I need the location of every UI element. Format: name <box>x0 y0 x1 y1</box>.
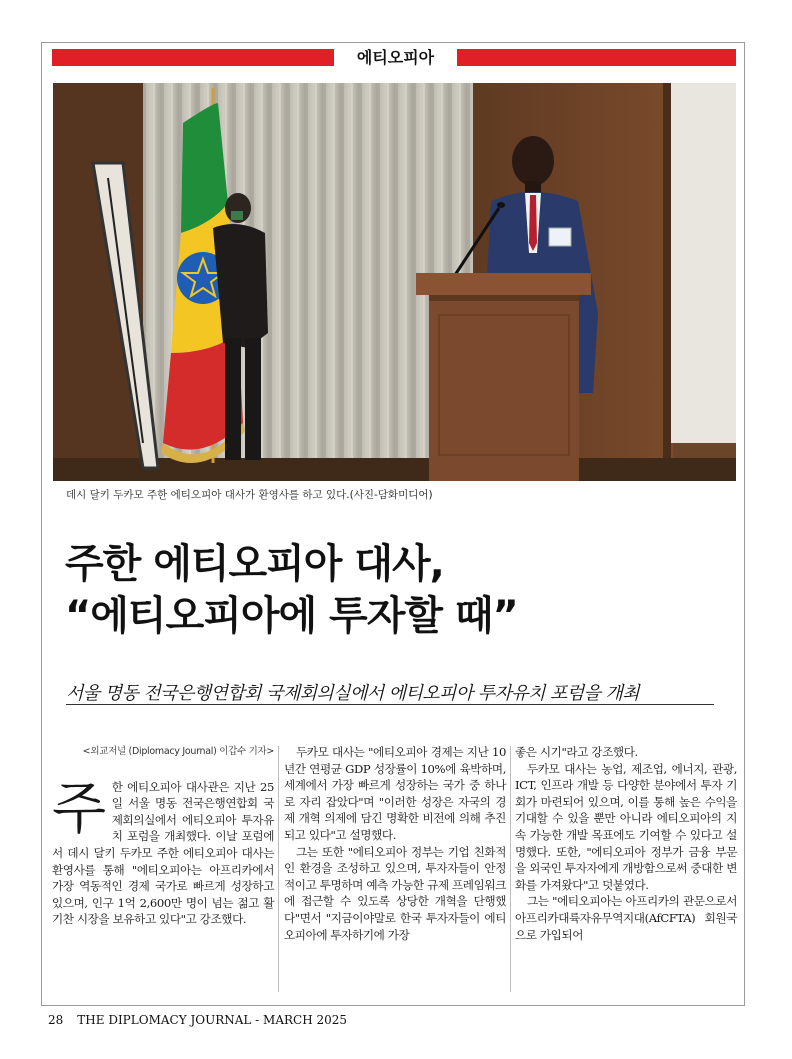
paragraph: 좋은 시기"라고 강조했다. <box>515 745 638 759</box>
page-footer <box>48 1013 361 1027</box>
paragraph: 그는 또한 "에티오피아 정부는 기업 친화적인 환경을 조성하고 있으며, 투자자들이 안정적이고 투명하며 예측 가능한 규제 프레임워크에 접근할 수 있도록 상당한 개혁을 단행했다"면서 "지금이야말로 한국 투자자들이 에티오피아에 투자하기에 가장 <box>284 844 506 942</box>
publication-name: THE DIPLOMACY JOURNAL - MARCH 2025 <box>77 1013 348 1027</box>
byline: <외교저널 (Diplomacy Journal) 이갑수 기자> <box>82 746 274 757</box>
photo-illustration <box>53 83 736 481</box>
article-headline <box>65 538 735 642</box>
paragraph: 두카모 대사는 농업, 제조업, 에너지, 관광, ICT, 인프라 개발 등 다양한 분야에서 투자 기회가 마련되어 있으며, 이를 통해 높은 수익을 기대할 수 있을 뿐만 아니라 에티오피아의 지속 가능한 개발 목표에도 기여할 수 있다고 설명했다. 또한, "에티오피아 정부가 금융 부문을 외국인 투자자에게 개방함으로써 중대한 변화를 가져왔다"고 덧붙였다. <box>515 761 737 892</box>
page-number: 28 <box>48 1013 64 1027</box>
paragraph: 그는 "에티오피아는 아프리카의 관문으로서 아프리카대륙자유무역지대(AfCFTA) 회원국으로 가입되어 <box>515 894 737 942</box>
drop-cap: 주 <box>52 776 106 842</box>
headline-line-1: 주한 에티오피아 대사, <box>65 541 444 587</box>
column-divider <box>278 746 279 992</box>
article-photo <box>53 83 736 481</box>
column-divider <box>510 746 511 992</box>
subhead-underline <box>66 704 714 705</box>
paragraph: 두카모 대사는 "에티오피아 경제는 지난 10년간 연평균 GDP 성장률이 10%에 육박하며, 세계에서 가장 빠르게 성장하는 국가 중 하나로 자리 잡았다"며 "이러한 성장은 자국의 경제 개혁 의제에 담긴 명확한 비전에 의해 추진되고 있다"고 설명했다. <box>284 745 506 842</box>
article-subhead: 서울 명동 전국은행연합회 국제회의실에서 에티오피아 투자유치 포럼을 개최 <box>66 683 640 704</box>
headline-line-2: “에티오피아에 투자할 때” <box>65 593 518 639</box>
photo-caption: 데시 달키 두카모 주한 에티오피아 대사가 환영사를 하고 있다.(사진-담화미디어) <box>66 489 433 501</box>
section-bar-left <box>52 49 334 66</box>
paragraph: 한 에티오피아 대사관은 지난 25일 서울 명동 전국은행연합회 국제회의실에서 에티오피아 투자유치 포럼을 개최했다. 이날 포럼에서 데시 달키 두카모 주한 에티오피아 대사는 환영사를 통해 "에티오피아는 아프리카에서 가장 역동적인 경제 국가로 빠르게 성장하고 있으며, 인구 1억 2,600만 명이 넘는 젊고 활기찬 시장을 보유하고 있다"고 강조했다. <box>52 779 274 927</box>
article-column-1 <box>52 744 274 928</box>
section-title: 에티오피아 <box>356 48 435 67</box>
article-column-3 <box>515 744 737 943</box>
article-column-2 <box>284 744 506 943</box>
section-bar-right <box>457 49 736 66</box>
